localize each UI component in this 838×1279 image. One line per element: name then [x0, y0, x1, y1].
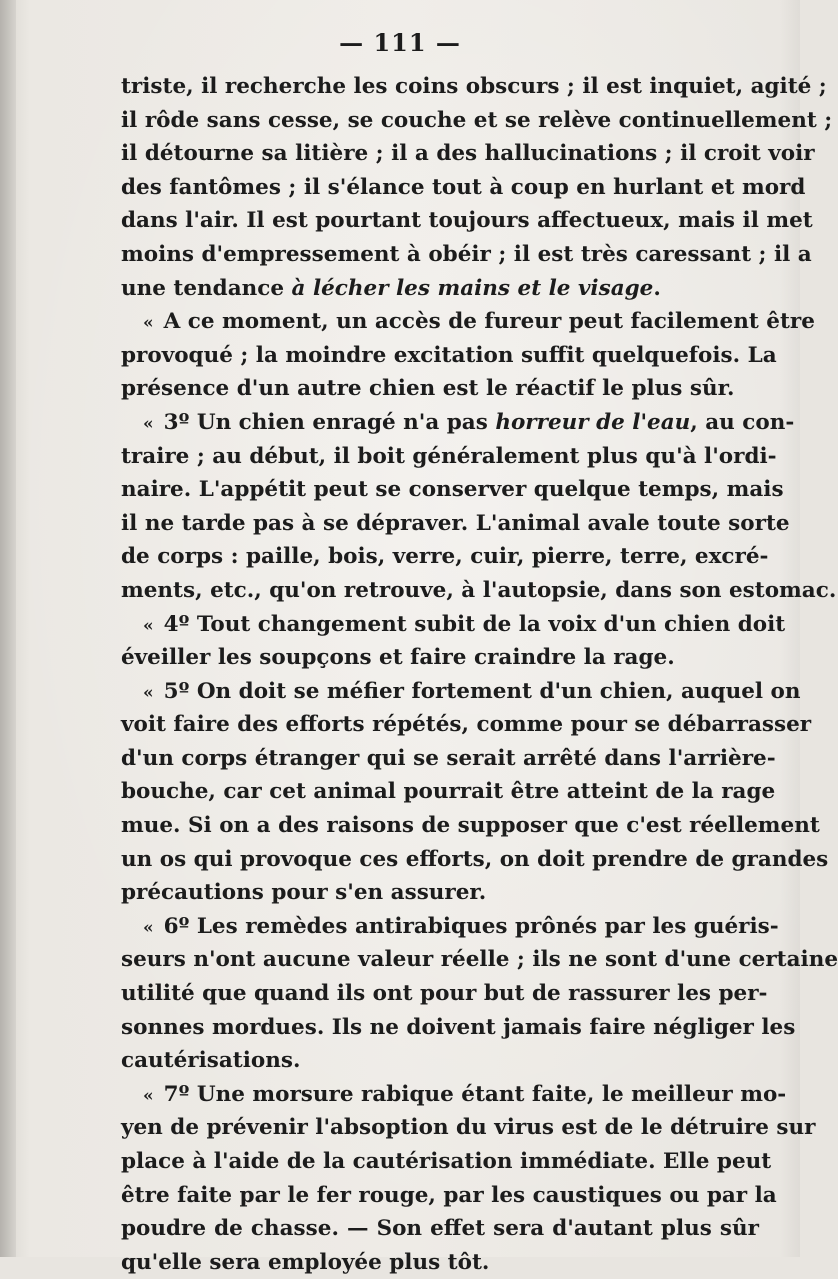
- line-text: des fantômes ; il s'élance tout à coup en hurlant et mord: [121, 174, 806, 200]
- text-line: [121, 372, 759, 406]
- line-text: éveiller les soupçons et faire craindre la rage.: [121, 645, 675, 671]
- line-text: mue. Si on a des raisons de supposer que c'est réellement: [121, 813, 820, 839]
- text-line: [121, 305, 815, 339]
- text-line: [121, 809, 820, 843]
- text-line: [121, 204, 813, 238]
- line-text: une tendance: [121, 275, 292, 301]
- line-text: moins d'empressement à obéir ; il est très caressant ; il a: [121, 241, 812, 267]
- text-line: [121, 440, 777, 474]
- line-text: être faite par le fer rouge, par les caustiques ou par la: [121, 1182, 777, 1208]
- line-text: poudre de chasse. — Son effet sera d'autant plus sûr: [121, 1216, 759, 1242]
- line-text: seurs n'ont aucune valeur réelle ; ils ne sont d'une certaine: [121, 947, 838, 973]
- text-line: [121, 641, 759, 675]
- text-line: [121, 775, 776, 809]
- text-line: [121, 406, 795, 440]
- line-text: précautions pour s'en assurer.: [121, 880, 487, 906]
- line-text: 5º On doit se méfier fortement d'un chien, auquel on: [163, 678, 801, 704]
- line-text: triste, il recherche les coins obscurs ; il est inquiet, agité ;: [121, 74, 827, 99]
- italic-text: à lécher les mains et le visage: [291, 275, 654, 301]
- text-line: [121, 70, 827, 104]
- line-text: 3º Un chien enragé n'a pas: [163, 409, 496, 435]
- text-line: [121, 574, 837, 608]
- line-text: yen de prévenir l'absoption du virus est de le détruire sur: [121, 1115, 816, 1141]
- text-line: [121, 171, 806, 205]
- text-line: [121, 843, 829, 877]
- line-text: il détourne sa litière ; il a des hallucinations ; il croit voir: [121, 141, 815, 167]
- line-text: ments, etc., qu'on retrouve, à l'autopsie, dans son estomac.: [121, 577, 837, 603]
- text-line: [121, 1078, 787, 1112]
- line-text: .: [653, 275, 661, 301]
- text-line: [121, 137, 815, 171]
- text-line: [121, 1246, 759, 1279]
- text-line: [121, 1145, 772, 1179]
- line-text: , au con-: [690, 409, 795, 435]
- page-number: — 111 —: [339, 28, 461, 57]
- text-line: [121, 910, 779, 944]
- line-text: place à l'aide de la cautérisation immédiate. Elle peut: [121, 1149, 772, 1174]
- text-line: [121, 339, 777, 373]
- line-text: 6º Les remèdes antirabiques prônés par les guéris-: [163, 913, 779, 939]
- text-line: [121, 675, 801, 709]
- quote-mark: «: [143, 413, 154, 434]
- text-line: [121, 608, 786, 642]
- binding-gutter: [0, 0, 16, 1257]
- line-text: il ne tarde pas à se dépraver. L'animal avale toute sorte: [121, 510, 790, 536]
- line-text: cautérisations.: [121, 1048, 301, 1074]
- text-line: [121, 1111, 816, 1145]
- line-text: présence d'un autre chien est le réactif le plus sûr.: [121, 376, 735, 402]
- line-text: 4º Tout changement subit de la voix d'un chien doit: [163, 611, 786, 637]
- body-text: [121, 70, 838, 1279]
- line-text: il rôde sans cesse, se couche et se relève continuellement ;: [121, 107, 833, 133]
- text-line: [121, 977, 768, 1011]
- text-line: [121, 708, 812, 742]
- text-line: [121, 876, 759, 910]
- line-text: voit faire des efforts répétés, comme pour se débarrasser: [121, 712, 812, 738]
- line-text: naire. L'appétit peut se conserver quelque temps, mais: [121, 477, 784, 503]
- text-line: [121, 473, 784, 507]
- line-text: qu'elle sera employée plus tôt.: [121, 1249, 490, 1275]
- line-text: sonnes mordues. Ils ne doivent jamais faire négliger les: [121, 1014, 796, 1040]
- quote-mark: «: [143, 917, 154, 938]
- text-line: [121, 742, 776, 776]
- line-text: A ce moment, un accès de fureur peut facilement être: [163, 309, 815, 335]
- text-line: [121, 1011, 796, 1045]
- line-text: traire ; au début, il boit généralement plus qu'à l'ordi-: [121, 443, 777, 469]
- quote-mark: «: [143, 313, 154, 334]
- text-line: [121, 943, 838, 977]
- line-text: de corps : paille, bois, verre, cuir, pierre, terre, excré-: [121, 544, 769, 570]
- line-text: d'un corps étranger qui se serait arrêté dans l'arrière-: [121, 745, 776, 771]
- line-text: provoqué ; la moindre excitation suffit quelquefois. La: [121, 342, 777, 368]
- line-text: utilité que quand ils ont pour but de rassurer les per-: [121, 981, 768, 1007]
- quote-mark: «: [143, 1085, 154, 1106]
- text-line: [121, 1179, 777, 1213]
- text-line: [121, 238, 812, 272]
- quote-mark: «: [143, 682, 154, 703]
- italic-text: horreur de l'eau: [495, 409, 691, 435]
- text-line: [121, 272, 759, 306]
- line-text: bouche, car cet animal pourrait être atteint de la rage: [121, 779, 776, 805]
- text-line: [121, 540, 769, 574]
- quote-mark: «: [143, 615, 154, 636]
- line-text: un os qui provoque ces efforts, on doit prendre de grandes: [121, 846, 829, 872]
- text-line: [121, 507, 790, 541]
- line-text: 7º Une morsure rabique étant faite, le meilleur mo-: [163, 1081, 787, 1107]
- text-line: [121, 104, 833, 138]
- line-text: dans l'air. Il est pourtant toujours affectueux, mais il met: [121, 208, 813, 234]
- text-line: [121, 1044, 759, 1078]
- text-line: [121, 1212, 759, 1246]
